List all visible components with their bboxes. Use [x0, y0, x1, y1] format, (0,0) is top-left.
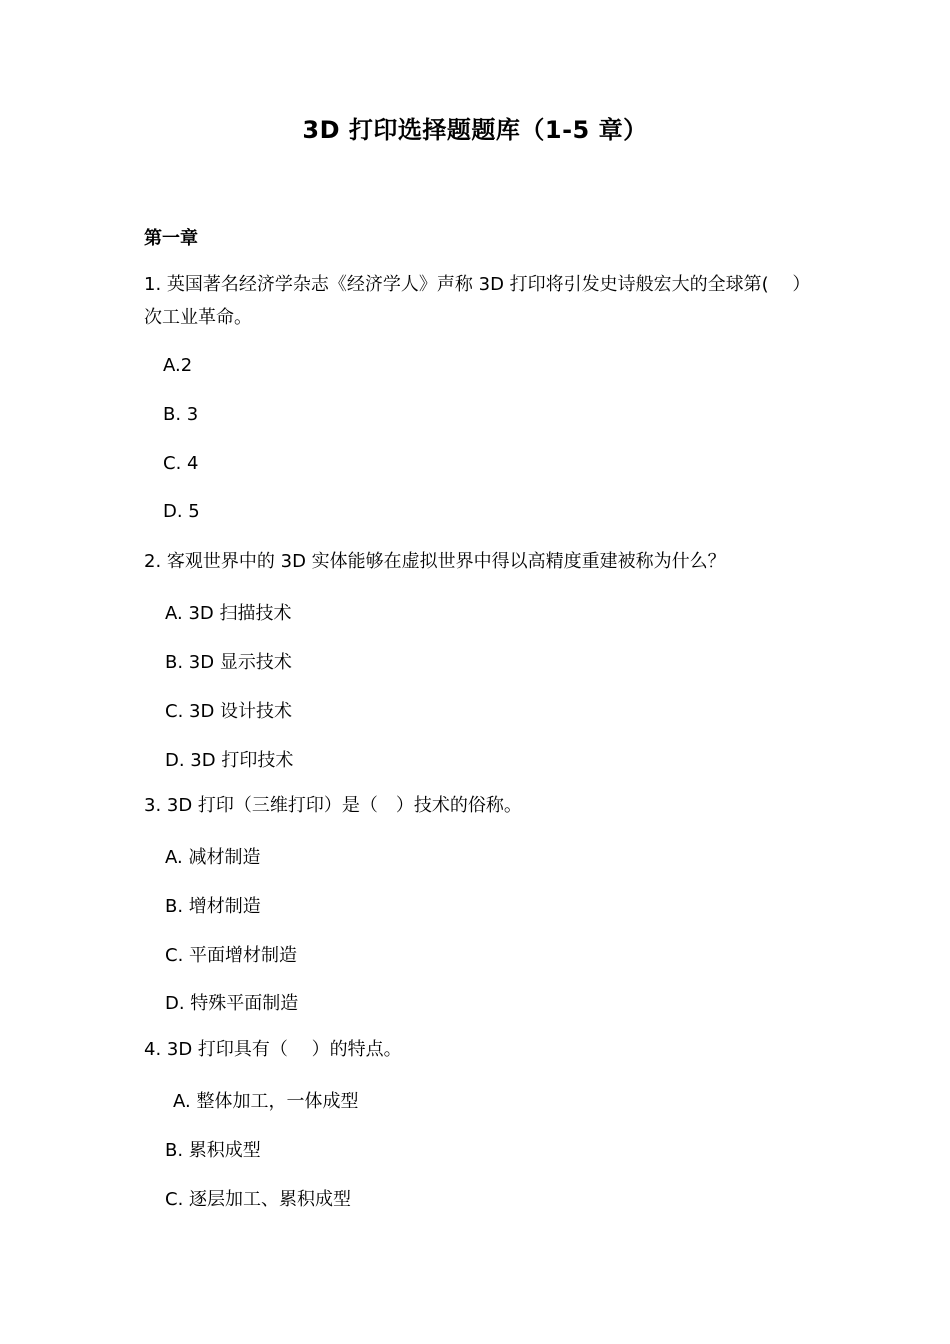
question-2-option-a: A. 3D 扫描技术: [165, 603, 292, 624]
question-1-option-d: D. 5: [163, 501, 200, 522]
question-1-option-b: B. 3: [163, 404, 199, 425]
question-2-option-c: C. 3D 设计技术: [165, 701, 293, 722]
document-title: 3D 打印选择题题库（1-5 章）: [302, 116, 648, 144]
question-1-option-c: C. 4: [163, 453, 199, 474]
question-3-option-b: B. 增材制造: [165, 896, 261, 917]
question-3-option-d: D. 特殊平面制造: [165, 993, 299, 1014]
question-4-option-b: B. 累积成型: [165, 1140, 261, 1161]
question-4-text: 4. 3D 打印具有（ ）的特点。: [144, 1039, 402, 1060]
question-1-text: 1. 英国著名经济学杂志《经济学人》声称 3D 打印将引发史诗般宏大的全球第( ）次工业革命。: [144, 274, 811, 328]
question-3-text: 3. 3D 打印（三维打印）是（ ）技术的俗称。: [144, 795, 522, 816]
chapter-heading: 第一章: [144, 228, 198, 249]
question-4-option-a: A. 整体加工，一体成型: [173, 1091, 359, 1112]
question-3-option-a: A. 减材制造: [165, 847, 261, 868]
question-1-option-a: A.2: [163, 355, 193, 376]
question-2-option-d: D. 3D 打印技术: [165, 750, 294, 771]
question-4-option-c: C. 逐层加工、累积成型: [165, 1189, 352, 1210]
question-3-option-c: C. 平面增材制造: [165, 945, 298, 966]
question-2-text: 2. 客观世界中的 3D 实体能够在虚拟世界中得以高精度重建被称为什么？: [144, 551, 726, 572]
question-2-option-b: B. 3D 显示技术: [165, 652, 292, 673]
